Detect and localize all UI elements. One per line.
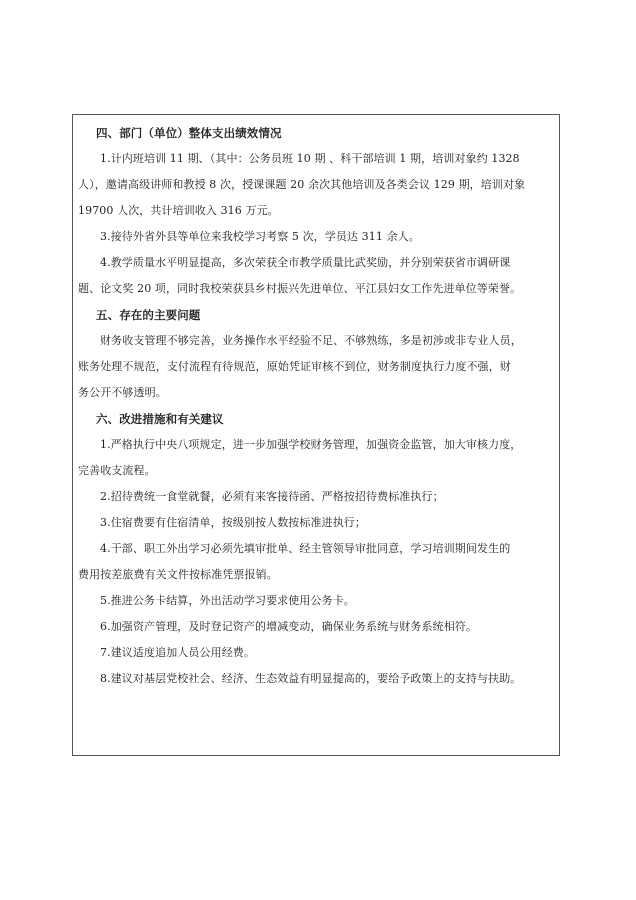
paragraph-line: 账务处理不规范，支付流程有待规范，原始凭证审核不到位，财务制度执行力度不强，财 xyxy=(78,360,511,373)
paragraph-line: 3.接待外省外县等单位来我校学习考察 5 次，学员达 311 余人。 xyxy=(100,230,420,243)
paragraph-line: 1.严格执行中央八项规定，进一步加强学校财务管理，加强资金监管，加大审核力度， xyxy=(100,438,522,451)
paragraph-line: 1.计内班培训 11 期、（其中：公务员班 10 期 、科干部培训 1 期，培训对象约 1328 xyxy=(100,152,520,165)
paragraph-line: 8.建议对基层党校社会、经济、生态效益有明显提高的，要给予政策上的支持与扶助。 xyxy=(100,672,522,685)
paragraph-line: 完善收支流程。 xyxy=(78,464,156,477)
paragraph-line: 5.推进公务卡结算，外出活动学习要求使用公务卡。 xyxy=(100,594,355,607)
section-4-heading: 四、部门（单位）整体支出绩效情况 xyxy=(96,126,282,140)
paragraph-line: 7.建议适度追加人员公用经费。 xyxy=(100,646,255,659)
paragraph-line: 4.教学质量水平明显提高，多次荣获全市教学质量比武奖励，并分别荣获省市调研课 xyxy=(100,256,511,269)
document-body xyxy=(78,120,554,692)
paragraph-line: 财务收支管理不够完善，业务操作水平经验不足、不够熟练，多是初涉或非专业人员， xyxy=(100,334,522,347)
paragraph-line: 6.加强资产管理，及时登记资产的增减变动，确保业务系统与财务系统相符。 xyxy=(100,620,477,633)
paragraph-line: 人），邀请高级讲师和教授 8 次，授课课题 20 余次其他培训及各类会议 129 期，培训对象 xyxy=(78,178,526,191)
paragraph-line: 题、论文奖 20 项，同时我校荣获县乡村振兴先进单位、平江县妇女工作先进单位等荣誉。 xyxy=(78,282,522,295)
paragraph-line: 务公开不够透明。 xyxy=(78,386,167,399)
paragraph-line: 3.住宿费要有住宿清单，按级别按人数按标准进执行； xyxy=(100,516,366,529)
paragraph-line: 4.干部、职工外出学习必须先填审批单、经主管领导审批同意，学习培训期间发生的 xyxy=(100,542,511,555)
paragraph-line: 2.招待费统一食堂就餐，必须有来客接待函、严格按招待费标准执行； xyxy=(100,490,444,503)
section-5-heading: 五、存在的主要问题 xyxy=(96,308,201,322)
paragraph-line: 19700 人次，共计培训收入 316 万元。 xyxy=(78,204,279,217)
paragraph-line: 费用按差旅费有关文件按标准凭票报销。 xyxy=(78,568,278,581)
section-6-heading: 六、改进措施和有关建议 xyxy=(96,412,224,426)
